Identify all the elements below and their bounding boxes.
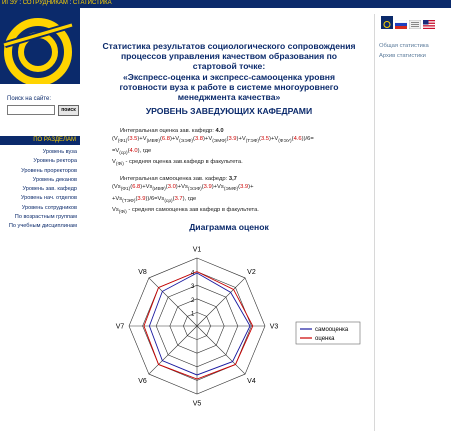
formula-term: 6.8: [132, 184, 141, 191]
radar-scale-label: 3: [191, 284, 195, 291]
breadcrumb-separator: :: [67, 0, 73, 6]
formula-term: 4.6: [293, 136, 302, 143]
nav-item-dept-managers[interactable]: Уровень нач. отделов: [20, 195, 77, 202]
radar-category-label: V6: [138, 377, 147, 385]
nav-item-university[interactable]: Уровень вуза: [42, 149, 77, 155]
formula-term: 3.9: [228, 136, 237, 143]
formula-term: 3.5: [129, 136, 138, 143]
radar-scale-label: 2: [191, 297, 195, 304]
english-flag-icon[interactable]: [423, 16, 435, 25]
formula-term: 6.8: [161, 136, 170, 143]
formula-term: 3.9: [137, 195, 146, 202]
search-label: Поиск на сайте:: [7, 96, 51, 102]
legend-label: самооценка: [315, 327, 349, 334]
top-nav-bar: [0, 0, 451, 8]
radar-category-label: V2: [247, 269, 256, 277]
formula-term: 3.0: [167, 184, 176, 191]
formula-term: 3.9: [240, 184, 249, 191]
formula-term: 3.8: [194, 136, 203, 143]
page-title: [84, 41, 374, 102]
university-logo[interactable]: [0, 8, 80, 84]
formula-term: 3.7: [174, 195, 183, 202]
formula-value: 3,7: [228, 176, 237, 182]
russian-flag-icon[interactable]: [395, 16, 407, 25]
radar-category-label: V8: [138, 269, 147, 277]
right-links: [379, 41, 429, 61]
nav-item-age-groups[interactable]: По возрастным группам: [14, 214, 77, 221]
nav-item-staff[interactable]: Уровень сотрудников: [21, 204, 77, 211]
radar-category-label: V4: [247, 377, 256, 385]
nav-item-disciplines[interactable]: По учебным дисциплинам: [8, 223, 77, 230]
link-overall-statistics[interactable]: Общая статистика: [379, 43, 429, 49]
radar-scale-label: 4: [191, 270, 195, 277]
formula-term: 3.5: [260, 136, 270, 143]
radar-chart: [110, 240, 378, 431]
title-line: готовности вуза к работе в системе многоуровнего: [119, 81, 339, 92]
nav-item-deans[interactable]: Уровень деканов: [32, 176, 77, 183]
radar-category-label: V7: [115, 323, 125, 331]
breadcrumb-employees[interactable]: СОТРУДНИКАМ: [22, 0, 68, 6]
section-subheading: УРОВЕНЬ ЗАВЕДУЮЩИХ КАФЕДРАМИ: [145, 106, 313, 116]
nav-item-rector[interactable]: Уровень ректора: [33, 158, 77, 165]
title-line: стартовой точке:: [192, 61, 266, 72]
breadcrumb-statistics[interactable]: СТАТИСТИКА: [72, 0, 112, 6]
radar-category-label: V3: [269, 323, 279, 331]
formula-value: 4.0: [215, 128, 224, 134]
breadcrumb-separator: :: [17, 0, 23, 6]
title-line: процессов управления качеством образования по: [120, 51, 338, 62]
sitemap-icon[interactable]: [409, 16, 421, 25]
sections-nav: [0, 148, 80, 232]
formula-self-assessment: Интегральная самооценка зав. кафедр: 3,7 ($Vs_{(Ф1)}(6.8)+Vs_{(ИВФ)}(3.0)+Vs_{(ЭЭФ)}(3.9)+Vs_{(ЭМФ)}(3.9)+$ $+Vs_{(ТЭФ)}(3.9))/6=Vs_{(ср)}(3.7)$, где $Vs_{(Фi)}$ - средняя самооценка зав кафедр в факультета.: [112, 176, 259, 216]
radar-category-label: V5: [192, 400, 202, 408]
sections-header: ПО РАЗДЕЛАМ: [0, 136, 80, 145]
title-line: Статистика результатов социологического сопровождения: [102, 41, 356, 51]
language-flags: [381, 16, 437, 25]
search-button[interactable]: поиск: [58, 105, 79, 116]
title-line: «Экспресс-оценка и экспресс-самооценка уровня: [122, 71, 336, 82]
nav-item-vice-rectors[interactable]: Уровень проректоров: [21, 167, 77, 174]
formula-label: Интегральная оценка зав. кафедр:: [120, 128, 214, 134]
formula-term: 3.9: [203, 184, 212, 191]
formula-note: - средняя самооценка зав кафедр в факультета.: [128, 206, 259, 213]
formula-label: Интегральная самооценка зав. кафедр:: [120, 176, 228, 182]
legend-label: оценка: [315, 336, 335, 343]
title-line: менеджмента качества»: [177, 92, 281, 103]
radar-scale-label: 1: [191, 311, 195, 318]
search-input[interactable]: [7, 105, 55, 115]
radar-category-label: V1: [192, 246, 202, 254]
logo-rings-icon: [0, 8, 80, 84]
breadcrumb-igeu[interactable]: ИГЭУ: [2, 0, 18, 6]
formula-term: 4.0: [129, 147, 138, 154]
chart-title: Диаграмма оценок: [189, 222, 269, 232]
formula-note: - средняя оценка зав.кафедр в факультета.: [125, 158, 243, 165]
home-icon[interactable]: [381, 16, 393, 25]
breadcrumb[interactable]: [2, 0, 112, 8]
nav-item-dept-heads[interactable]: Уровень зав. кафедр: [22, 186, 77, 193]
link-statistics-archive[interactable]: Архив статистики: [379, 53, 426, 59]
formula-assessment: Интегральная оценка зав. кафедр: 4.0 $(V_{(Ф1)}(3.5)+V_{(ИВФ)}(6.8)+V_{(ЭЭФ)}(3.8)+V_{(ЭМФ)}(3.9)+V_{(ТЭФ)}(3.5)+V_{(ФЭУ)}(4.6))/6=$ $=V_{(ср)}(4.0)$, где $V_{(Фi)}$ - средняя оценка зав.кафедр в факультета.: [112, 128, 314, 168]
